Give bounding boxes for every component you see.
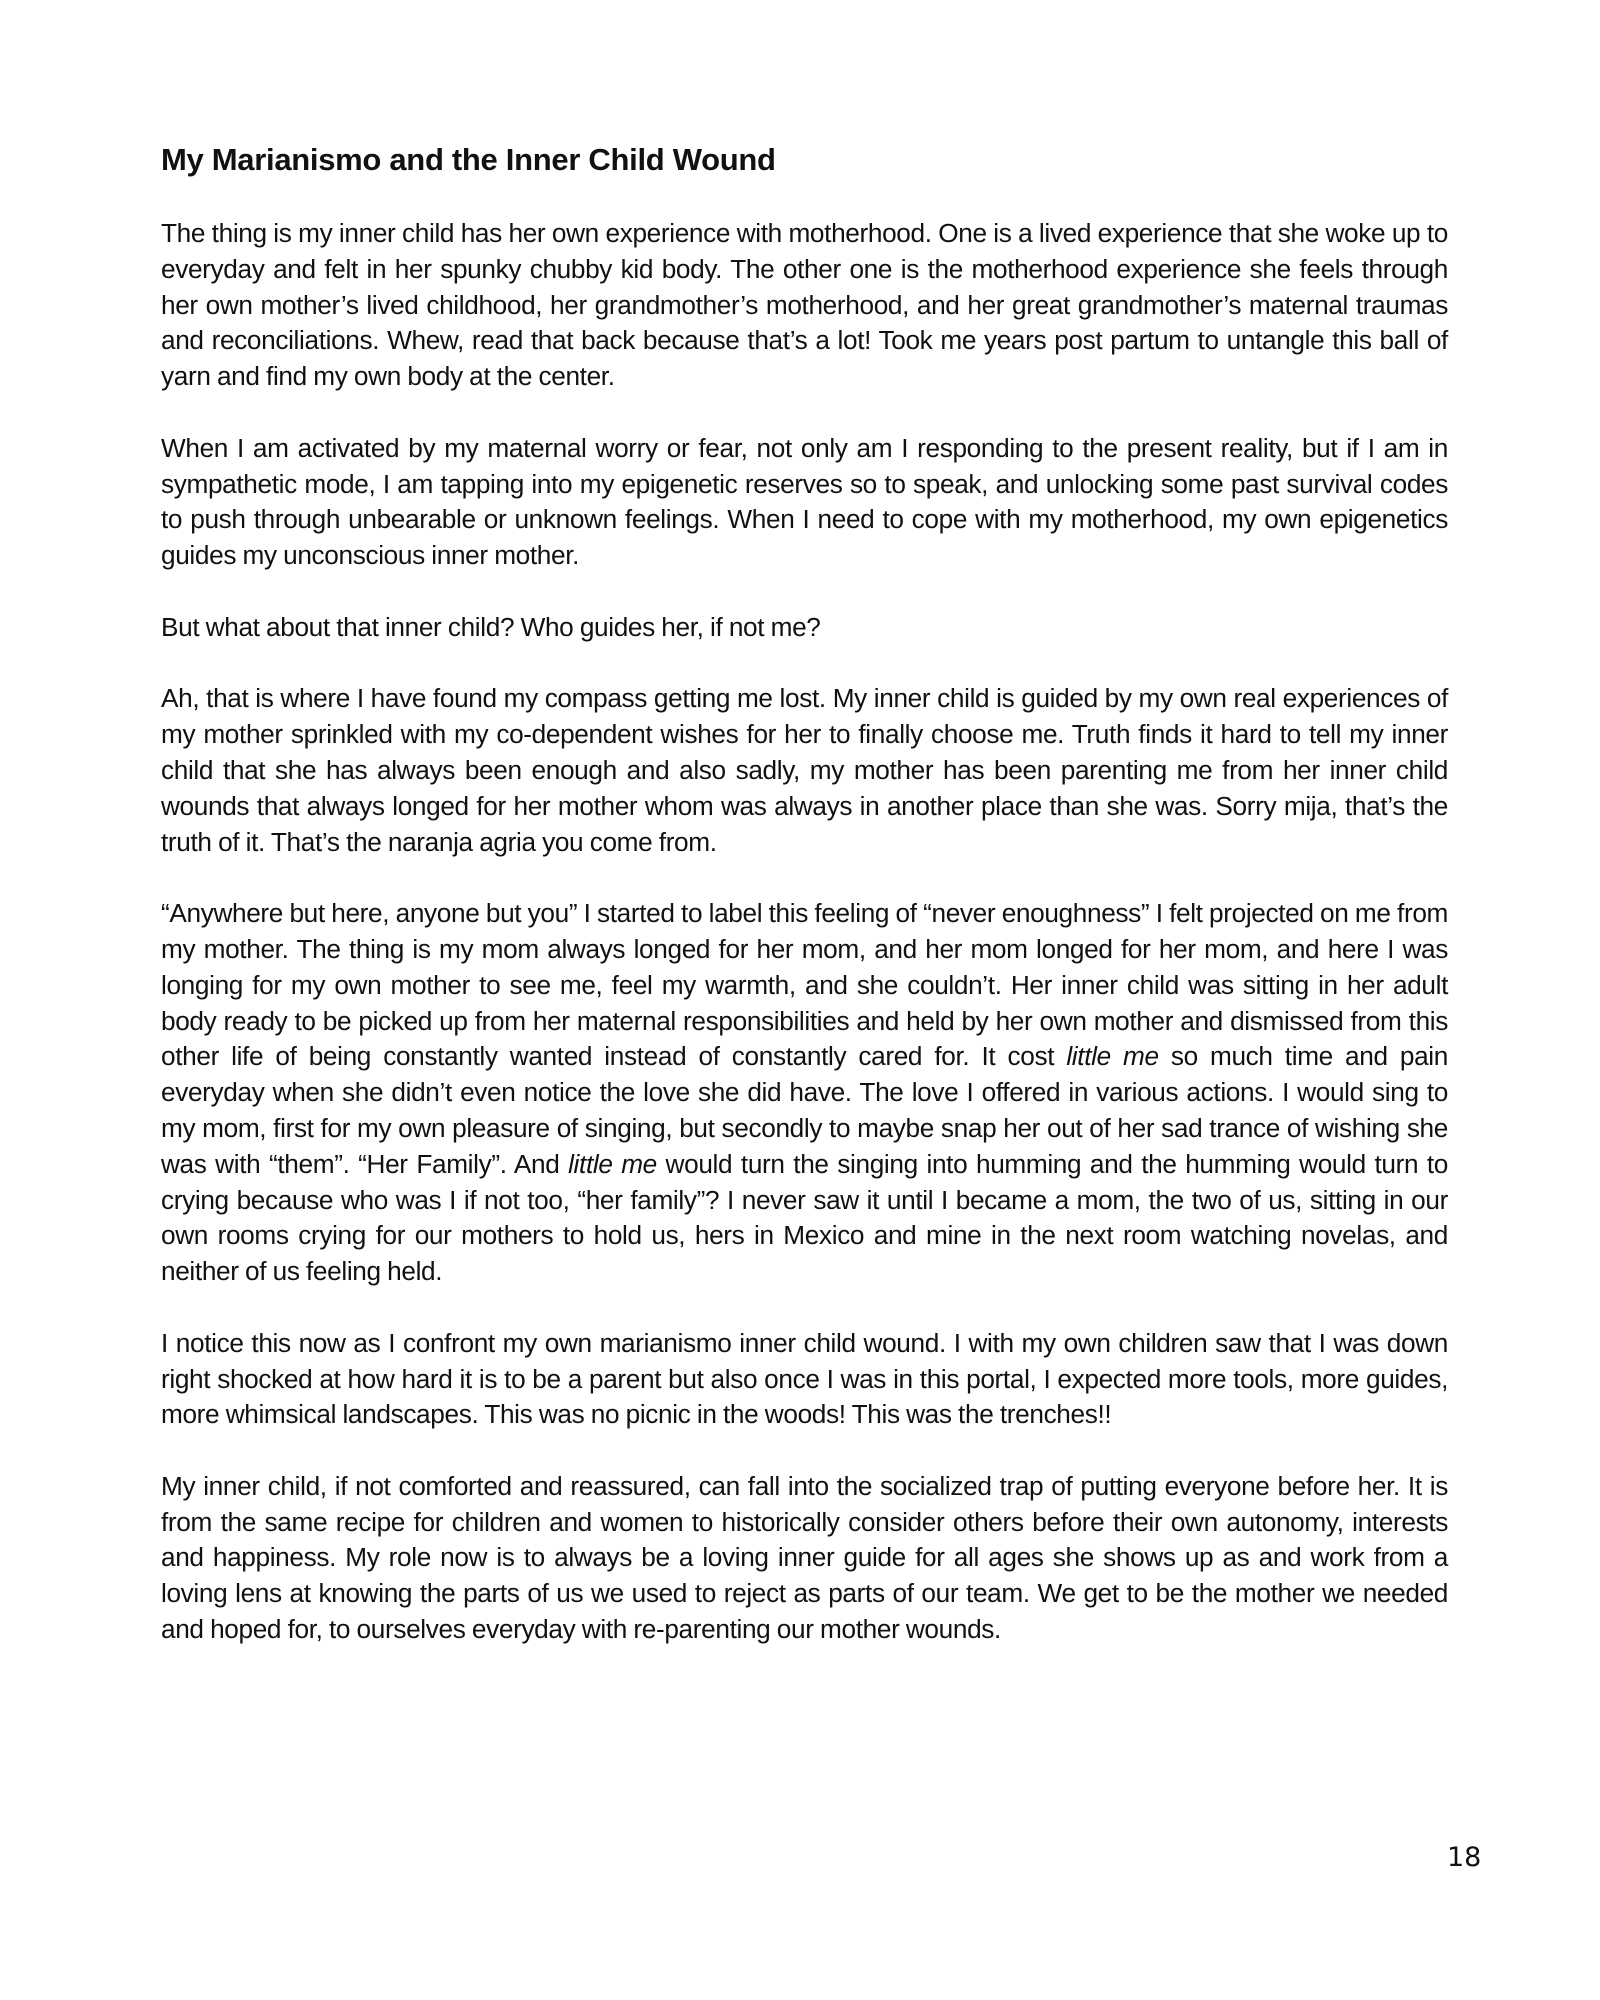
page-number: 18 bbox=[1447, 1842, 1482, 1873]
italic-phrase-little-me: little me bbox=[1066, 1041, 1159, 1072]
italic-phrase-little-me: little me bbox=[568, 1148, 657, 1179]
paragraph-4: Ah, that is where I have found my compass getting me lost. My inner child is guided by my own real experiences of my mother sprinkled with my co-dependent wishes for her to finally choose me. Truth finds it hard to tell my inner child that she has always been enough and also sadly, my mother has been parenting me from her inner child wounds that always longed for her mother whom was always in another place than she was. Sorry mija, that’s the truth of it. That’s the naranja agria you come from. bbox=[161, 683, 1448, 857]
paragraph-6: I notice this now as I confront my own marianismo inner child wound. I with my own children saw that I was down right shocked at how hard it is to be a parent but also once I was in this portal, I expected more tools, more guides, more whimsical landscapes. This was no picnic in the woods! This was the trenches!! bbox=[161, 1327, 1448, 1430]
document-page bbox=[161, 140, 1448, 1684]
paragraph-1: The thing is my inner child has her own experience with motherhood. One is a lived experience that she woke up to everyday and felt in her spunky chubby kid body. The other one is the motherhood experience she feels through her own mother’s lived childhood, her grandmother’s motherhood, and her great grandmother’s maternal traumas and reconciliations. Whew, read that back because that’s a lot! Took me years post partum to untangle this ball of yarn and find my own body at the center. bbox=[161, 218, 1448, 392]
paragraph-7: My inner child, if not comforted and reassured, can fall into the socialized trap of putting everyone before her. It is from the same recipe for children and women to historically consider others before their own autonomy, interests and happiness. My role now is to always be a loving inner guide for all ages she shows up as and work from a loving lens at knowing the parts of us we used to reject as parts of our team. We get to be the mother we needed and hoped for, to ourselves everyday with re-parenting our mother wounds. bbox=[161, 1470, 1448, 1645]
paragraph-3: But what about that inner child? Who guides her, if not me? bbox=[161, 611, 821, 642]
section-heading: My Marianismo and the Inner Child Wound bbox=[161, 142, 776, 177]
paragraph-5-text-c: would turn the singing into humming and the humming would turn to crying because who was I if not too, “her family”? I never saw it until I became a mom, the two of us, sitting in our own rooms crying for our mothers to hold us, hers in Mexico and mine in the next room watching novelas, and neither of us feeling held. bbox=[161, 1148, 1448, 1287]
paragraph-5-text-b: so much time and pain everyday when she didn’t even notice the love she did have. The love I offered in various actions. I would sing to my mom, first for my own pleasure of singing, but secondly to maybe snap her out of her sad trance of wishing she was with “them”. “Her Family”. And bbox=[161, 1041, 1448, 1179]
paragraph-5 bbox=[161, 896, 1448, 1290]
paragraph-2: When I am activated by my maternal worry or fear, not only am I responding to the present reality, but if I am in sympathetic mode, I am tapping into my epigenetic reserves so to speak, and unlocking some past survival codes to push through unbearable or unknown feelings. When I need to cope with my motherhood, my own epigenetics guides my unconscious inner mother. bbox=[161, 432, 1448, 571]
paragraph-5-text-a: “Anywhere but here, anyone but you” I started to label this feeling of “never enoughness” I felt projected on me from my mother. The thing is my mom always longed for her mom, and her mom longed for her mom, and here I was longing for my own mother to see me, feel my warmth, and she couldn’t. Her inner child was sitting in her adult body ready to be picked up from her maternal responsibilities and held by her own mother and dismissed from this other life of being constantly wanted instead of constantly cared for. It cost bbox=[161, 898, 1448, 1072]
